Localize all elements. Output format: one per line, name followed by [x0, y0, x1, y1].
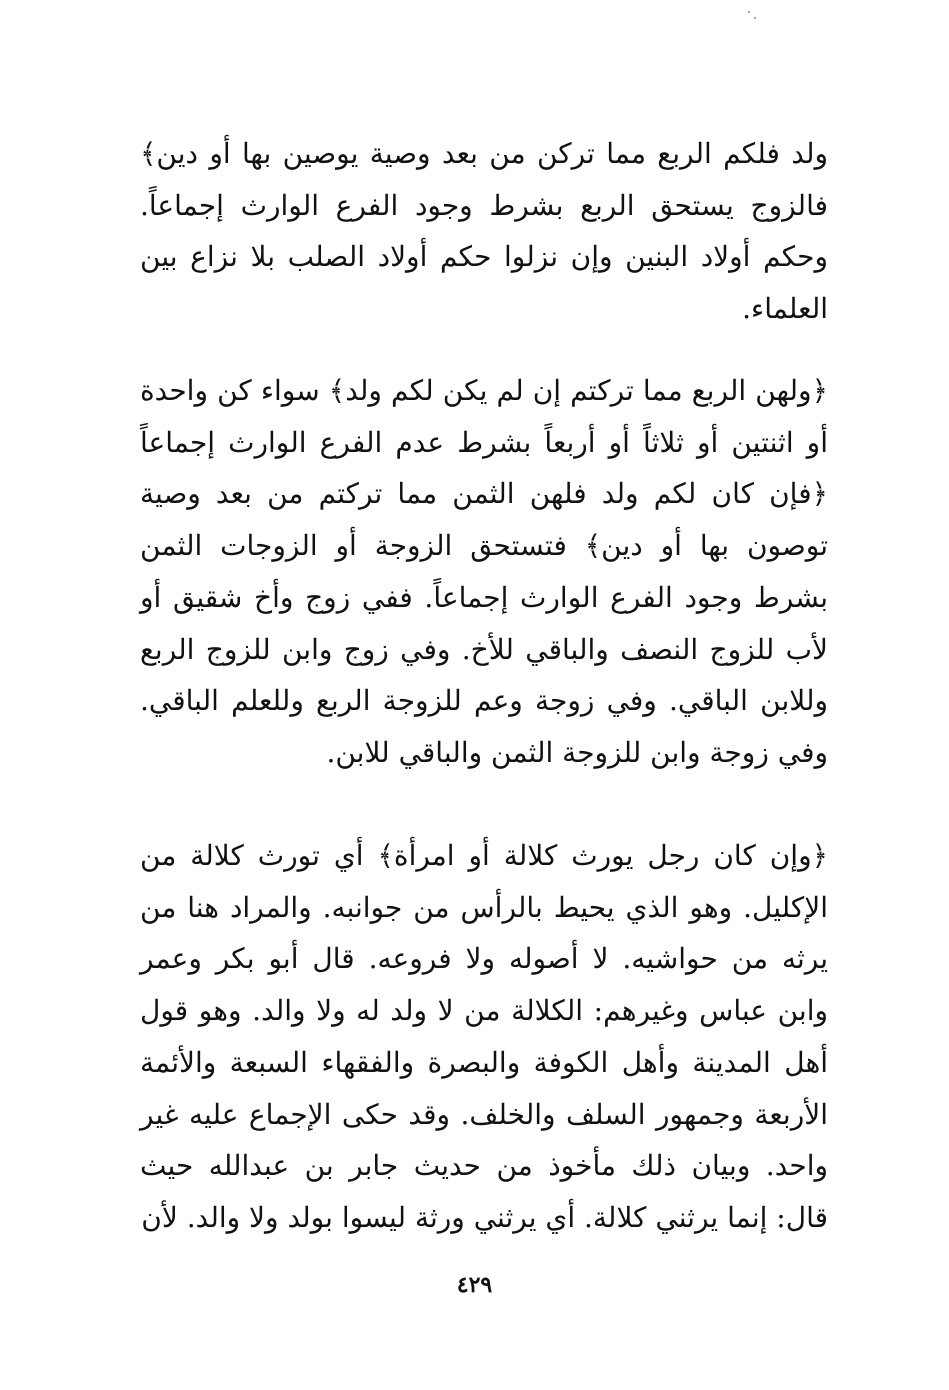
paragraph-2	[140, 365, 828, 779]
page-number: ٤٢٩	[456, 1272, 493, 1298]
paragraph-text: ﴿ولهن الربع مما تركتم إن لم يكن لكم ولد﴾ سواء كن واحدة أو اثنتين أو ثلاثاً أو أربعاً بشرط عدم الفرع الوارث إجماعاً ﴿فإن كان لكم ولد فلهن الثمن مما تركتم من بعد وصية توصون بها أو دين﴾ فتستحق الزوجة أو الزوجات الثمن بشرط وجود الفرع الوارث إجماعاً. ففي زوج وأخ شقيق أو لأب للزوج النصف والباقي للأخ. وفي زوج وابن للزوج الربع وللابن الباقي. وفي زوجة وعم للزوجة الربع وللعلم الباقي. وفي زوجة وابن للزوجة الثمن والباقي للابن.	[140, 374, 828, 769]
scan-speck	[754, 17, 756, 19]
paragraph-1	[140, 128, 828, 335]
paragraph-3	[140, 830, 828, 1244]
paragraph-text: ولد فلكم الربع مما تركن من بعد وصية يوصين بها أو دين﴾ فالزوج يستحق الربع بشرط وجود الفرع الوارث إجماعاً. وحكم أولاد البنين وإن نزلوا حكم أولاد الصلب بلا نزاع بين العلماء.	[140, 137, 828, 326]
paragraph-text: ﴿وإن كان رجل يورث كلالة أو امرأة﴾ أي تورث كلالة من الإكليل. وهو الذي يحيط بالرأس من جوانبه. والمراد هنا من يرثه من حواشيه. لا أصوله ولا فروعه. قال أبو بكر وعمر وابن عباس وغيرهم: الكلالة من لا ولد له ولا والد. وهو قول أهل المدينة وأهل الكوفة والبصرة والفقهاء السبعة والأئمة الأربعة وجمهور السلف والخلف. وقد حكى الإجماع عليه غير واحد. وبيان ذلك مأخوذ من حديث جابر بن عبدالله حيث قال: إنما يرثني كلالة. أي يرثني ورثة ليسوا بولد ولا والد. لأن	[140, 839, 828, 1234]
scan-speck	[748, 11, 750, 13]
